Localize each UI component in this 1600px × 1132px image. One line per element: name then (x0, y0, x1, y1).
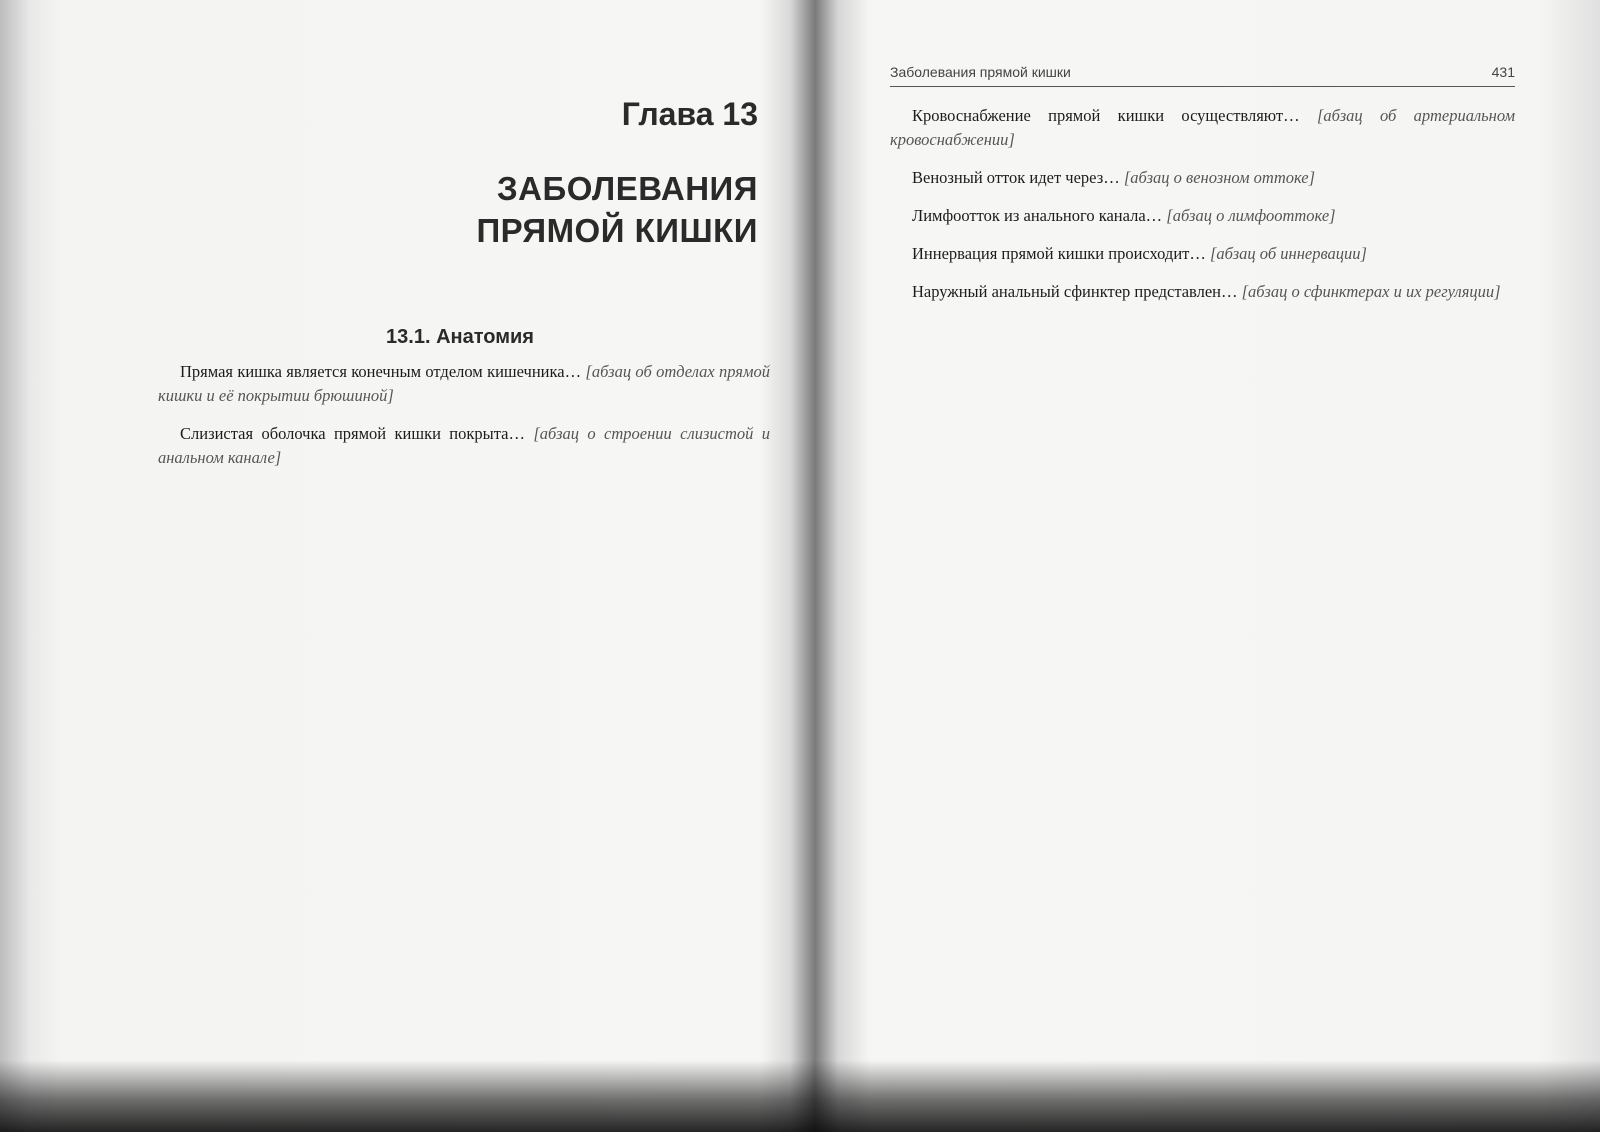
chapter-title (476, 168, 758, 252)
paragraph: Иннервация прямой кишки происходит… [абзац об иннервации] (912, 244, 1367, 263)
paragraph: Наружный анальный сфинктер представлен… [абзац о сфинктерах и их регуляции] (912, 282, 1501, 301)
scan-shadow (0, 1060, 1600, 1132)
chapter-title-line: ЗАБОЛЕВАНИЯ (496, 170, 758, 207)
paragraph: Лимфоотток из анального канала… [абзац о лимфооттоке] (912, 206, 1336, 225)
body-text (890, 104, 1515, 304)
chapter-label: Глава 13 (621, 96, 758, 132)
right-page (890, 0, 1515, 1060)
paragraph: Венозный отток идет через… [абзац о венозном оттоке] (912, 168, 1316, 187)
paragraph: Слизистая оболочка прямой кишки покрыта… [абзац о строении слизистой и анальном канале] (158, 424, 771, 467)
running-title: Заболевания прямой кишки (890, 64, 1071, 80)
paragraph: Кровоснабжение прямой кишки осуществляют… [абзац об артериальном кровоснабжении] (890, 106, 1515, 149)
paragraph: Прямая кишка является конечным отделом кишечника… [абзац об отделах прямой кишки и её покрытии брюшиной] (158, 362, 770, 405)
chapter-title-line: ПРЯМОЙ КИШКИ (476, 212, 758, 249)
running-header (890, 62, 1515, 87)
page-number: 431 (1491, 64, 1515, 80)
section-title: 13.1. Анатомия (386, 326, 534, 348)
left-page (150, 0, 770, 1060)
body-text (158, 360, 770, 470)
